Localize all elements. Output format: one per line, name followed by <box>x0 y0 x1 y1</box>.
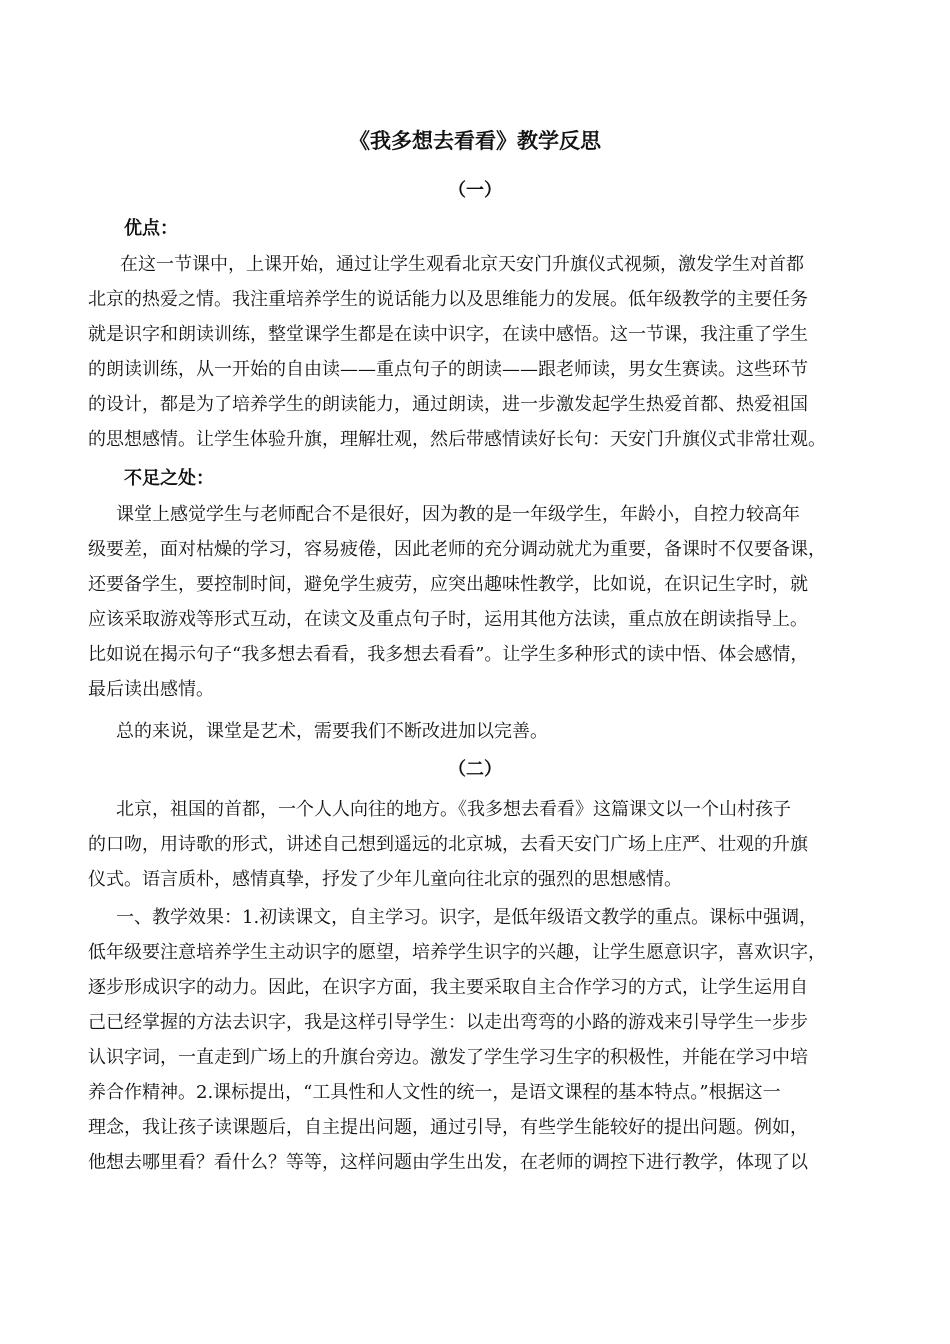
paragraph-line: 级要差，面对枯燥的学习，容易疲倦，因此老师的充分调动就尤为重要，备课时不仅要备课， <box>88 539 826 560</box>
weakness-label: 不足之处： <box>124 468 214 489</box>
paragraph-line: 的口吻，用诗歌的形式，讲述自己想到遥远的北京城，去看天安门广场上庄严、壮观的升旗 <box>88 834 808 855</box>
paragraph-line: 课堂上感觉学生与老师配合不是很好，因为教的是一年级学生，年龄小，自控力较高年 <box>116 504 800 525</box>
paragraph-line: 仪式。语言质朴，感情真挚，抒发了少年儿童向往北京的强烈的思想感情。 <box>88 869 682 890</box>
paragraph-line: 最后读出感情。 <box>88 679 214 700</box>
paragraph-line: 逐步形成识字的动力。因此，在识字方面，我主要采取自主合作学习的方式，让学生运用自 <box>88 977 808 998</box>
paragraph-line: 应该采取游戏等形式互动，在读文及重点句子时，运用其他方法读，重点放在朗读指导上。 <box>88 609 808 630</box>
summary-line: 总的来说，课堂是艺术，需要我们不断改进加以完善。 <box>116 721 548 742</box>
paragraph-line: 他想去哪里看？看什么？等等，这样问题由学生出发，在老师的调控下进行教学，体现了以 <box>88 1152 808 1173</box>
document-title: 《我多想去看看》教学反思 <box>349 129 601 153</box>
paragraph-line: 的朗读训练，从一开始的自由读——重点句子的朗读——跟老师读，男女生赛读。这些环节 <box>88 359 808 380</box>
paragraph-line: 北京，祖国的首都，一个人人向往的地方。《我多想去看看》这篇课文以一个山村孩子 <box>116 799 791 820</box>
paragraph-line: 的设计，都是为了培养学生的朗读能力，通过朗读，进一步激发起学生热爱首都、热爱祖国 <box>88 394 808 415</box>
paragraph-line: 比如说在揭示句子“我多想去看看，我多想去看看”。让学生多种形式的读中悟、体会感情， <box>88 644 809 665</box>
section-heading-1: （一） <box>448 180 502 201</box>
strengths-label: 优点： <box>124 218 178 239</box>
paragraph-line: 己已经掌握的方法去识字，我是这样引导学生：以走出弯弯的小路的游戏来引导学生一步步 <box>88 1012 808 1033</box>
section-heading-2: （二） <box>448 759 502 780</box>
paragraph-line: 的思想感情。让学生体验升旗，理解壮观，然后带感情读好长句：天安门升旗仪式非常壮观。 <box>88 429 826 450</box>
paragraph-line: 认识字词，一直走到广场上的升旗台旁边。激发了学生学习生字的积极性，并能在学习中培 <box>88 1047 808 1068</box>
paragraph-line: 还要备学生，要控制时间，避免学生疲劳，应突出趣味性教学，比如说，在识记生字时，就 <box>88 574 808 595</box>
paragraph-line: 在这一节课中，上课开始，通过让学生观看北京天安门升旗仪式视频，激发学生对首都 <box>120 254 804 275</box>
paragraph-line: 低年级要注意培养学生主动识字的愿望，培养学生识字的兴趣，让学生愿意识字，喜欢识字， <box>88 942 826 963</box>
paragraph-line: 养合作精神。2.课标提出，“工具性和人文性的统一，是语文课程的基本特点。”根据这一 <box>88 1082 781 1103</box>
paragraph-line: 就是识字和朗读训练，整堂课学生都是在读中识字，在读中感悟。这一节课，我注重了学生 <box>88 324 808 345</box>
paragraph-line: 北京的热爱之情。我注重培养学生的说话能力以及思维能力的发展。低年级教学的主要任务 <box>88 289 808 310</box>
paragraph-line: 理念，我让孩子读课题后，自主提出问题，通过引导，有些学生能较好的提出问题。例如， <box>88 1117 808 1138</box>
paragraph-line: 一、教学效果：1.初读课文，自主学习。识字，是低年级语文教学的重点。课标中强调， <box>116 907 818 928</box>
